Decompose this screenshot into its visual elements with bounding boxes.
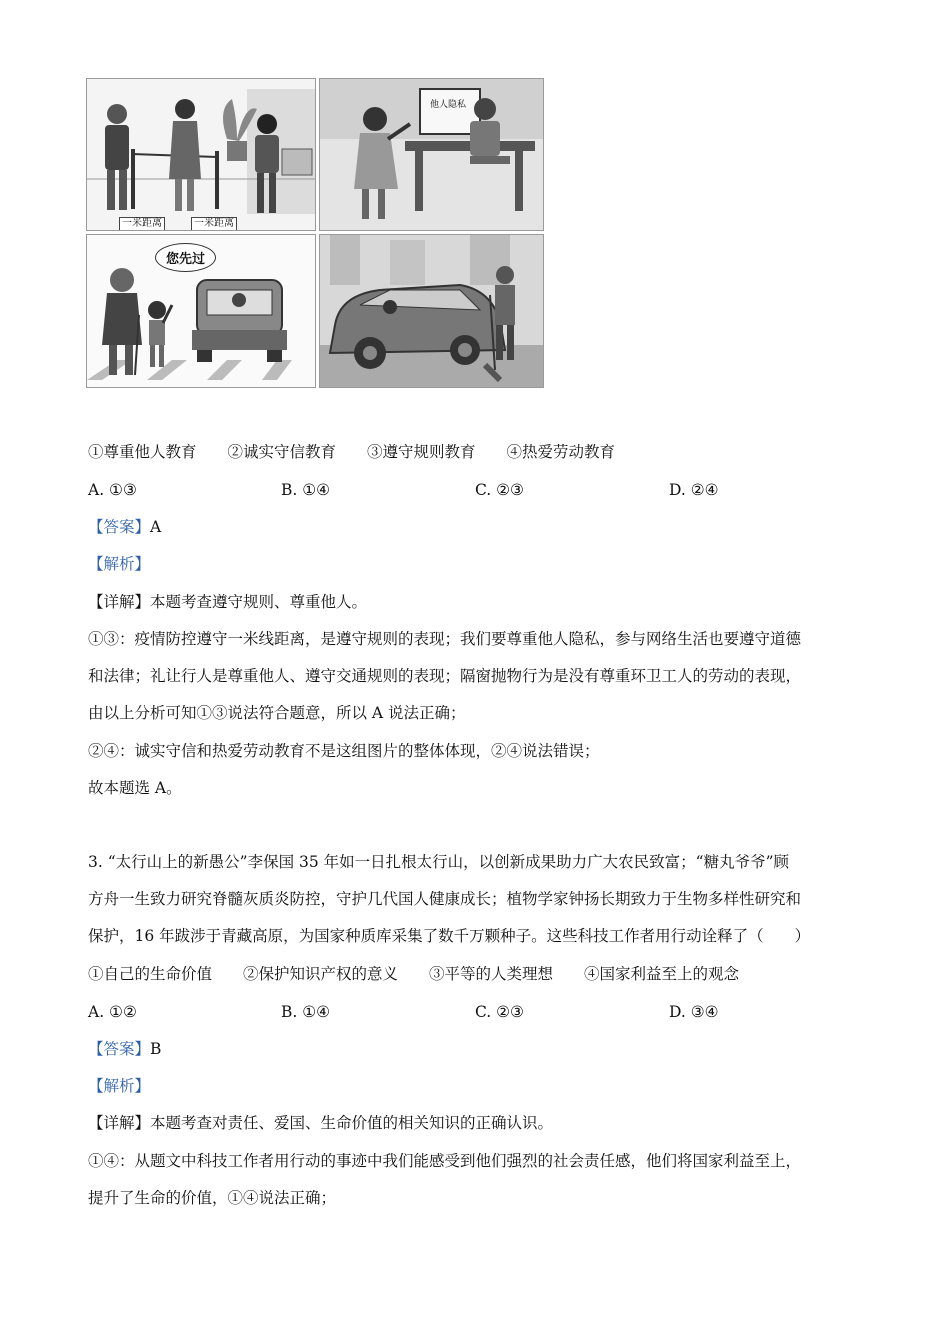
q3-question-line: 保护，16 年跋涉于青藏高原，为国家种质库采集了数千万颗种子。这些科技工作者用行动诠释了（ ） — [88, 927, 811, 945]
q3-question-line: 3. “太行山上的新愚公”李保国 35 年如一日扎根太行山，以创新成果助力广大农民致富；“糖丸爷爷”顾 — [88, 853, 789, 871]
detail-text: 本题考查遵守规则、尊重他人。 — [150, 593, 368, 611]
answer-tag: 【答案】 — [88, 518, 151, 536]
q2-statements: ①尊重他人教育 ②诚实守信教育 ③遵守规则教育 ④热爱劳动教育 — [88, 443, 616, 461]
cartoon-figure — [86, 78, 544, 388]
caption-one-meter-a: 一米距离 — [119, 217, 165, 231]
q3-explanation-line: ①④：从题文中科技工作者用行动的事迹中我们能感受到他们强烈的社会责任感，他们将国家利益至上， — [88, 1152, 802, 1170]
caption-one-meter-b: 一米距离 — [191, 217, 237, 231]
q2-analysis — [88, 554, 150, 574]
detail-tag: 【详解】 — [88, 593, 151, 611]
panel-one-meter-line — [86, 78, 316, 231]
littering-illustration — [320, 235, 544, 388]
q3-answer — [88, 1039, 161, 1059]
q2-explanation-line: ①③：疫情防控遵守一米线距离，是遵守规则的表现；我们要尊重他人隐私，参与网络生活也要遵守道德 — [88, 630, 802, 648]
speech-bubble: 您先过 — [155, 243, 216, 272]
analysis-tag: 【解析】 — [88, 1077, 151, 1095]
q3-detail — [88, 1113, 553, 1133]
panel-privacy — [319, 78, 544, 231]
q3-option-c: C. ②③ — [475, 1003, 524, 1021]
q3-option-d: D. ③④ — [669, 1003, 719, 1021]
analysis-tag: 【解析】 — [88, 555, 151, 573]
q3-statements: ①自己的生命价值 ②保护知识产权的意义 ③平等的人类理想 ④国家利益至上的观念 — [88, 965, 740, 983]
answer-value: A — [150, 518, 162, 536]
q2-explanation-line: 由以上分析可知①③说法符合题意，所以 A 说法正确； — [88, 704, 466, 722]
detail-text: 本题考查对责任、爱国、生命价值的相关知识的正确认识。 — [150, 1114, 554, 1132]
q2-explanation-line: 和法律；礼让行人是尊重他人、遵守交通规则的表现；隔窗抛物行为是没有尊重环卫工人的劳动的表现， — [88, 667, 802, 685]
detail-tag: 【详解】 — [88, 1114, 151, 1132]
q2-option-c: C. ②③ — [475, 481, 524, 499]
q2-answer — [88, 517, 161, 537]
queue-illustration — [87, 79, 316, 231]
q3-option-a: A. ①② — [88, 1003, 137, 1021]
q2-explanation-line: ②④：诚实守信和热爱劳动教育不是这组图片的整体体现，②④说法错误； — [88, 742, 600, 760]
q3-analysis — [88, 1076, 150, 1096]
panel-littering — [319, 234, 544, 388]
screen-text: 他人隐私 — [430, 100, 467, 110]
panel-yield-pedestrians — [86, 234, 316, 388]
q2-option-d: D. ②④ — [669, 481, 719, 499]
answer-tag: 【答案】 — [88, 1040, 151, 1058]
q2-detail — [88, 592, 367, 612]
q3-question-line: 方舟一生致力研究脊髓灰质炎防控，守护几代国人健康成长；植物学家钟扬长期致力于生物多样性研究和 — [88, 890, 802, 908]
q2-option-b: B. ①④ — [281, 481, 331, 499]
q2-option-a: A. ①③ — [88, 481, 137, 499]
q2-conclusion: 故本题选 A。 — [88, 779, 182, 797]
answer-value: B — [150, 1040, 162, 1058]
q3-explanation-line: 提升了生命的价值，①④说法正确； — [88, 1189, 337, 1207]
q3-option-b: B. ①④ — [281, 1003, 331, 1021]
